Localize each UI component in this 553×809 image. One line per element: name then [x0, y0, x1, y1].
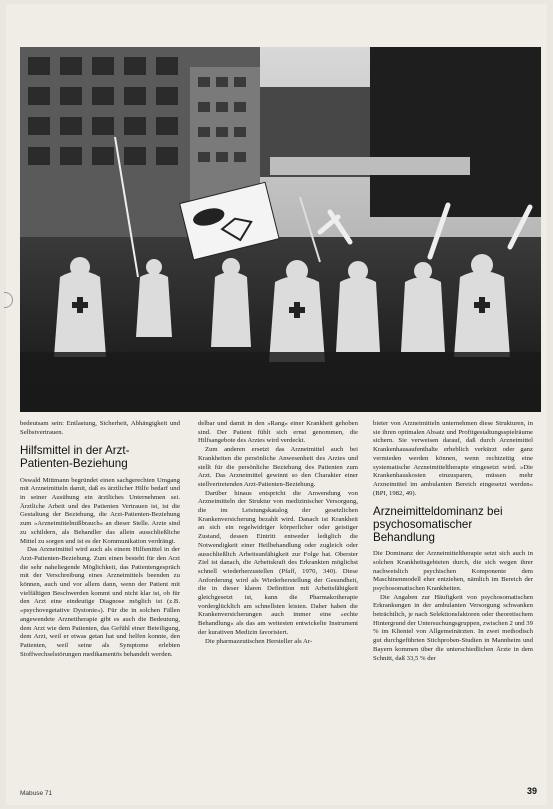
text-column-3 [373, 420, 533, 663]
photo-illustration [20, 47, 541, 412]
paragraph: bedeutsam sein: Entlastung, Sicherheit, Abhängigkeit und Selbstvertrauen. [20, 420, 180, 436]
paragraph: Darüber hinaus entspricht die Anwendung von Arzneimitteln der Struktur von medizinischer Versorgung, die im Leistungskatalog der gesetzlichen Krankenversicherung bezahlt wird. Danach ist Krankheit an sich ein regelwidriger körperlicher oder geistiger Zustand, dessen Eintritt entweder lediglich die Notwendigkeit einer Heilbehandlung oder zugleich oder ausschließlich Arbeitsunfähigkeit zur Folge hat. Oberster Ziel ist danach, die Arbeitskraft des Erkrankten möglichst schnell wiederherzustellen (Pfaff, 1970, 340). Diese Anforderung wird als Wiederherstellung der Gesundheit, die in dieser klaren Definition mit Arbeitsfähigkeit gleichgesetzt ist, kann die Pharmakotherapie vorderglücklich am schnellsten leisten. Daher haben die Krankenversicherungen auch immer eine »echte Behandlung« als das am weitesten entwickelte Instrument der kurativen Medizin favorisiert. [198, 489, 358, 636]
text-column-2 [198, 420, 358, 646]
journal-footer: Mabuse 71 [20, 790, 53, 797]
paragraph: Das Arzneimittel wird auch als einem Hilfsmittel in der Arzt-Patienten-Beziehung. Zum einen besteht für den Arzt die sehr naheliegende Möglichkeit, das Patientengespräch mit der Verschreibung eines Arzneimittels beenden zu können, auch und vor allem dann, wenn der Patient mit vielfältigen Beschwerden kommt und nicht klar ist, ob für den Arzt eine eindeutige Diagnose möglich ist (z.B. »psychovegetative Dystonie«). Für die in solchen Fällen angewendete Arzneitherapie gibt es auch die Bedeutung, dem Arzt wie dem Patienten, das Gefühl einer Beteiligung, dem Arzt, weil er etwas getan hat und helfen konnte, den Patienten, weil seine als Symptome erlebten Stoffwechselstörungen medikamentös behandelt werden. [20, 546, 180, 658]
demonstration-photo [20, 47, 541, 412]
section-heading: Arzneimitteldominanz bei psychosomatischer Behandlung [373, 505, 503, 544]
paragraph: bieter von Arzneimitteln unternehmen diese Strukturen, in sie ihren optimalen Absatz und Profitgestaltungsspielräume sichern. Sie verweisen darauf, daß durch Arzneimittel Krankenhausaufenthalte erheblich verkürzt oder ganz vermieden werden können, wenn rechtzeitig eine systematische Arzneimitteltherapie eingesetzt wird. »Die Krankenhauskosten einzusparen, müssen mehr Arzneimittel im ambulanten Bereich eingesetzt werden« (BPI, 1982, 49). [373, 420, 533, 497]
paragraph: delbar und damit in den »Rang« einer Krankheit gehoben sind. Der Patient fühlt sich ernst genommen, die Hilfsangebote des Arztes wird verdeckt. [198, 420, 358, 445]
page-number: 39 [527, 786, 538, 796]
paragraph: Die Angaben zur Häufigkeit von psychosomatischen Erkrankungen in der ambulanten Versorgung schwanken beträchtlich, je nach Selektionsfaktoren oder theoretischem Hintergrund der Untersuchungsgruppen, zwischen 2 und 39 % im Klientel von Allgemeinärzten. In zwei methodisch gut durchgeführten Stichproben-Studien in Mannheim und Bayern kommen über die unterschiedlichen Ärzte in dem Schnitt, daß 33,5 % der [373, 593, 533, 662]
section-heading: Hilfsmittel in der Arzt-Patienten-Beziehung [20, 444, 130, 470]
paragraph: Die pharmazeutischen Hersteller als Ar- [205, 637, 313, 645]
text-column-1 [20, 420, 180, 659]
paragraph: Oswald Mittmann begründet einen sachgerechten Umgang mit Arzneimitteln damit, daß es ärztlicher Hilfe bedarf und in seiner Ausübung ein ärztliches Unternehmen sei. Ärztliche Arbeit und des Patienten Vertrauen ist, ist die Gestaltung der Beziehung, die Arzt-Patienten-Beziehung zum »Arzneimittelmißbrauch« an dieser Stelle. Arzte sind zu schildern, als Behandler das allein ausschließliche Mittel zu sorgen und ist es der Kommunikation verdrängt. [20, 476, 180, 545]
paragraph: Die Dominanz der Arzneimitteltherapie setzt sich auch in solchen Krankheitsgebieten durch, die sich wegen ihrer nachweislich psychischen Komponente dem Maschinenmodell eher entziehen, nämlich im Bereich der psychosomatischen Krankheiten. [373, 550, 533, 592]
paragraph: Zum anderen ersetzt das Arzneimittel auch bei Krankheiten die persönliche Anwesenheit des Arztes und stellt für die persönliche Beziehung des Patienten zum Arzt. Das Arzneimittel gewinnt so den Charakter einer stellvertretenden Arzt-Patienten-Beziehung. [198, 446, 358, 488]
